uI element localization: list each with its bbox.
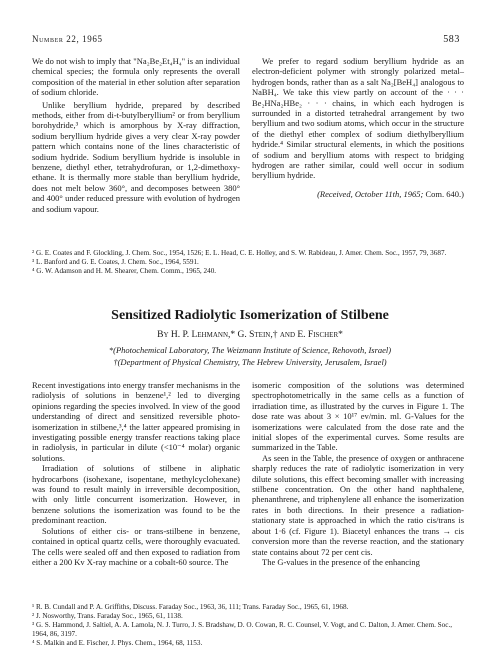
footnotes-top (32, 249, 464, 276)
top-right-column (252, 56, 464, 199)
paragraph: Unlike beryllium hydride, prepared by described methods, either from di-t-butylberyllium² or from beryllium borohydride,³ which is amorphous by X-ray diffraction, sodium beryllium hydride gives a very clear X-ray powder pattern which contains none of the lines characteristic of sodium hydride. Sodium beryllium hydride is insoluble in benzene, diethyl ether, tetrahydrofuran, or 1,2-dimethoxy-ethane. It is thermally more stable than beryllium hydride, does not melt below 360°, and decomposes between 380° and 400° under reduced pressure with evolution of hydrogen and sodium vapour. (32, 99, 240, 214)
paragraph: We do not wish to imply that "Na₂Be₂Et₄H₄" is an individual chemical species; the formula only represents the overall composition of the material in ether solution after separation of sodium chloride. (32, 56, 240, 98)
article-left-column (32, 380, 240, 567)
paragraph: Irradiation of solutions of stilbene in aliphatic hydrocarbons (isohexane, isopentane, methylcyclohexane) was found to result mainly in irreversible decomposition, with only little concurrent isomerization. However, in benzene solutions the isomerization was found to be the predominant reaction. (32, 463, 240, 526)
footnote: ⁴ S. Malkin and E. Fischer, J. Phys. Chem., 1964, 68, 1153. (32, 639, 203, 647)
paragraph: The G-values in the presence of the enhancing (262, 556, 420, 567)
paragraph: isomeric composition of the solutions was determined spectrophotometrically in the same cells as a function of irradiation time, as illustrated by the curves in Figure 1. The dose rate was about 3 × 10¹⁷ ev/min. ml. G-Values for the isomerizations were calculated from the dose rate and the initial slopes of the experimental curves. Some results are summarized in the Table. (252, 380, 464, 453)
article-authors: By H. P. Lehmann,* G. Stein,† and E. Fischer* (157, 330, 343, 340)
paragraph: As seen in the Table, the presence of oxygen or anthracene sharply reduces the rate of radiolytic isomerization in very dilute solutions, this effect becoming smaller with increasing stilbene concentration. On the other hand naphthalene, phenanthrene, and triphenylene all enhance the isomerization rates in both directions. In their presence a radiation-stationary state is approached in which the ratio cis/trans is about 1·6 (cf. Figure 1). Biacetyl enhances the trans → cis conversion more than the reverse reaction, and the stationary state contains about 72 per cent cis. (252, 452, 464, 557)
paragraph: Recent investigations into energy transfer mechanisms in the radiolysis of solutions in benzene¹,² led to diverging opinions regarding the species involved. In view of the good understanding of direct and sensitized reversible photo-isomerization in stilbene,³,⁴ the latter appeared promising in investigating possible energy transfer reactions taking place in radiolysis, in particular in dilute (<10⁻⁴ molar) organic solutions. (32, 380, 240, 463)
paragraph: Solutions of either cis- or trans-stilbene in benzene, contained in optical quartz cells, were thoroughly evacuated. The cells were sealed off and then exposed to radiation from either a 200 Kv X-ray machine or a cobalt-60 source. The (32, 525, 240, 567)
footnote: ¹ R. B. Cundall and P. A. Griffiths, Discuss. Faraday Soc., 1963, 36, 111; Trans. Faraday Soc., 1965, 61, 1968. (32, 603, 349, 611)
top-left-column (32, 56, 240, 214)
affiliation: †(Department of Physical Chemistry, The Hebrew University, Jerusalem, Israel) (113, 357, 387, 367)
footnote: ³ L. Banford and G. E. Coates, J. Chem. Soc., 1964, 5591. (32, 258, 199, 266)
footnote: ² J. Nosworthy, Trans. Faraday Soc., 1965, 61, 1138. (32, 612, 183, 620)
footnote: ³ G. S. Hammond, J. Saltiel, A. A. Lamola, N. J. Turro, J. S. Bradshaw, D. O. Cowan, R. C. Counsel, V. Vogt, and C. Dalton, J. Amer. Chem. Soc., 1964, 86, 3197. (32, 621, 453, 638)
footnotes-bottom (32, 603, 464, 648)
running-header: Number 22, 1965 (32, 34, 103, 44)
footnote: ⁴ G. W. Adamson and H. M. Shearer, Chem. Comm., 1965, 240. (32, 267, 217, 275)
paragraph: We prefer to regard sodium beryllium hydride as an electron-deficient polymer with strongly polarized metal–hydrogen bonds, rather than as a salt Na₂[BeH₄] analogous to NaBH₄. We take this view partly on account of the · · · Be₂HNa₂HBe₂ · · · chains, in which each hydrogen is surrounded in a distorted tetrahedral arrangement by two beryllium and two sodium atoms, which occur in the structure of the diethyl ether complex of sodium diethylberyllium hydride.⁴ Similar structural elements, in which the positions of sodium and beryllium atoms with respect to bridging hydrogen are rather similar, could well occur in sodium beryllium hydride. (252, 56, 464, 181)
page-number: 583 (443, 34, 460, 45)
affiliation: *(Photochemical Laboratory, The Weizmann Institute of Science, Rehovoth, Israel) (108, 345, 392, 355)
received-date: (Received, October 11th, 1965; (317, 188, 426, 199)
article-title: Sensitized Radiolytic Isomerization of Stilbene (111, 308, 389, 323)
received-line (252, 189, 464, 199)
article-right-column (252, 380, 464, 567)
footnote: ² G. E. Coates and F. Glockling, J. Chem. Soc., 1954, 1526; E. L. Head, C. E. Holley, and S. W. Rabideau, J. Amer. Chem. Soc., 1957, 79, 3687. (32, 249, 447, 257)
communication-number: Com. 640.) (425, 188, 464, 199)
